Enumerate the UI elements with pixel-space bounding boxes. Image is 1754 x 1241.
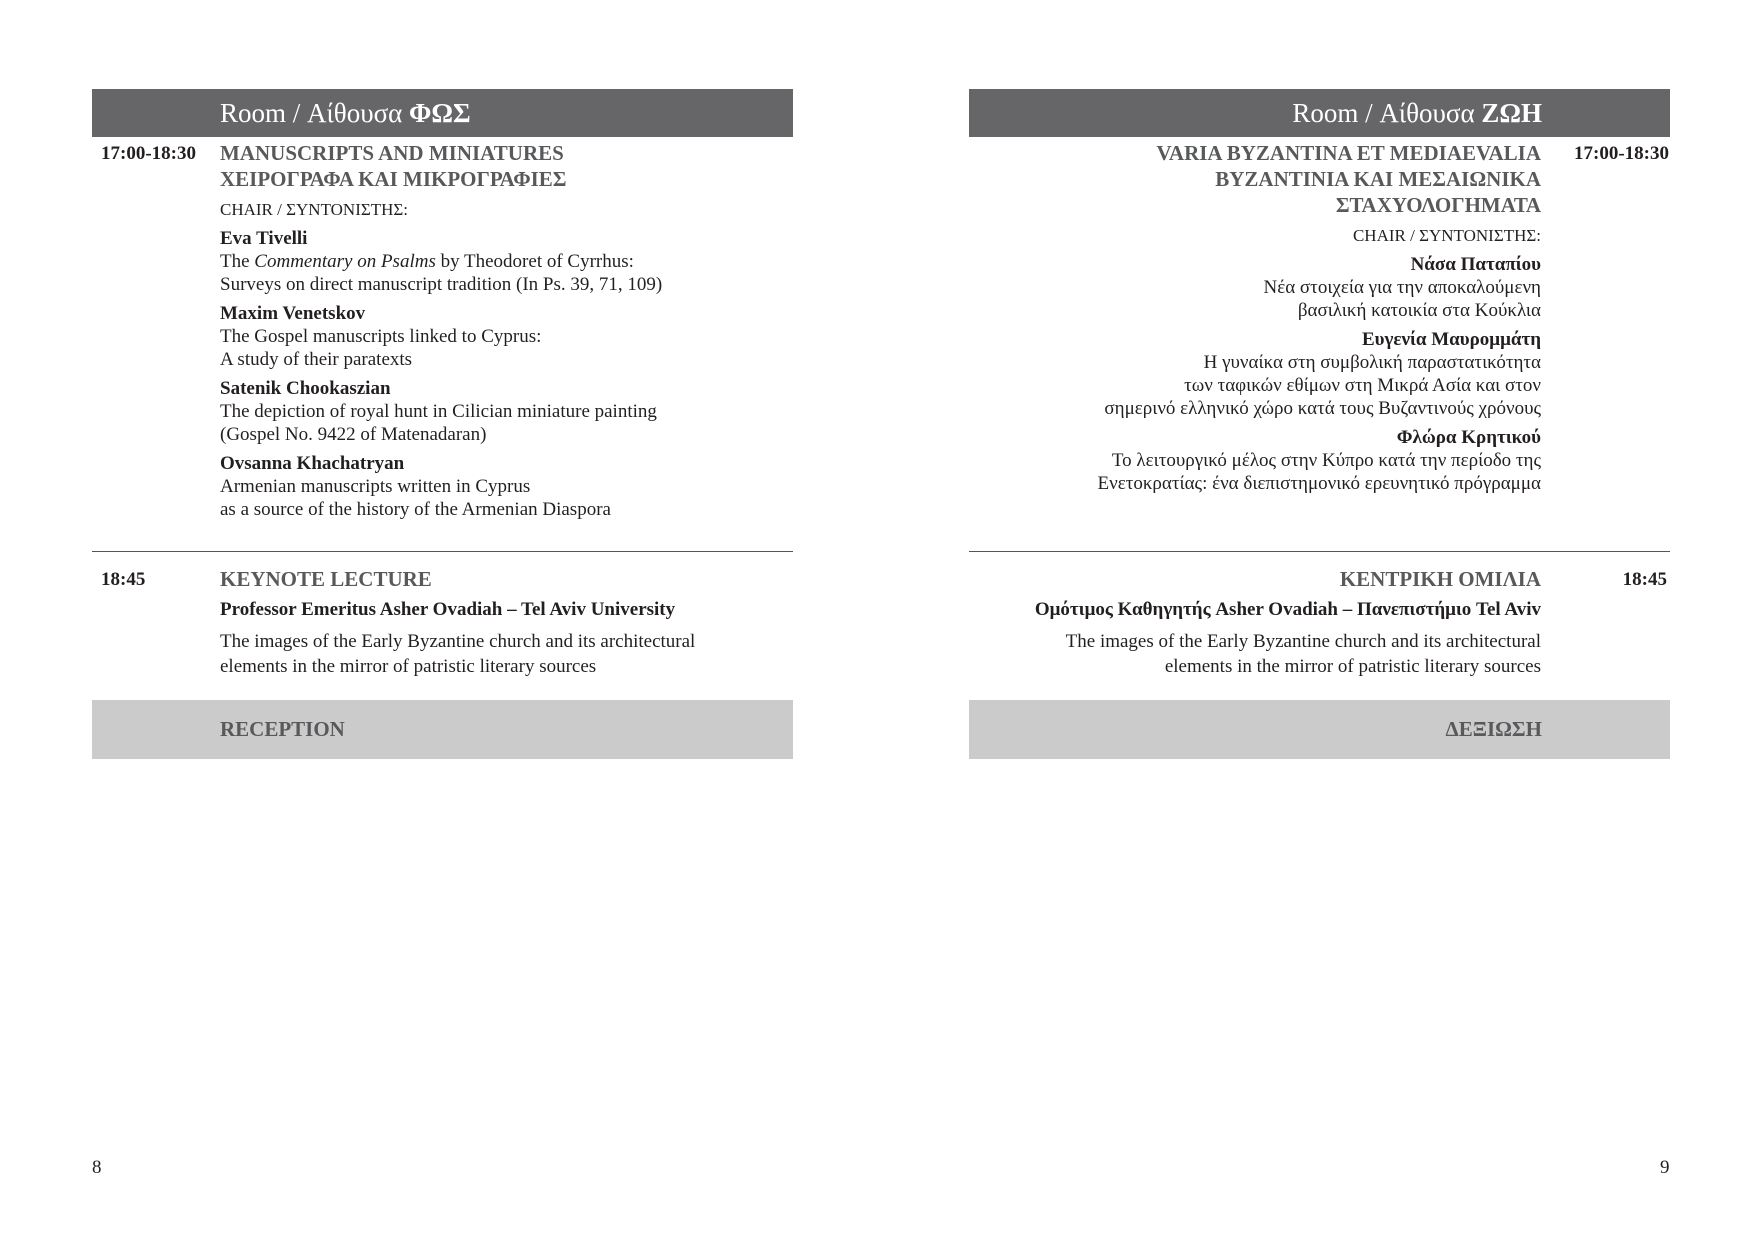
session-title-greek: ΒΥΖΑΝΤΙΝΙΑ ΚΑΙ ΜΕΣΑΙΩΝΙΚΑ (1215, 167, 1541, 191)
keynote-block (220, 566, 780, 679)
talk-title: Νέα στοιχεία για την αποκαλούμενη (1263, 277, 1541, 298)
reception-banner: ΔΕΞΙΩΣΗ (969, 700, 1670, 759)
divider (969, 551, 1670, 552)
talk-title: The Gospel manuscripts linked to Cyprus: (220, 326, 542, 347)
talk-title: των ταφικών εθίμων στη Μικρά Ασία και στον (1184, 375, 1541, 396)
talk-title: Armenian manuscripts written in Cyprus (220, 476, 531, 497)
talk-title: The Commentary on Psalms by Theodoret of Cyrrhus: (220, 251, 634, 272)
keynote-block (961, 566, 1541, 679)
talk-title: σημερινό ελληνικό χώρο κατά τους Βυζαντινούς χρόνους (1104, 398, 1541, 419)
keynote-speaker: Professor Emeritus Asher Ovadiah – Tel Aviv University (220, 599, 676, 620)
keynote-title: ΚΕΝΤΡΙΚΗ ΟΜΙΛΙΑ (1339, 567, 1541, 591)
room-name: ΦΩΣ (409, 98, 471, 128)
talk-title: Ενετοκρατίας: ένα διεπιστημονικό ερευνητικό πρόγραμμα (1097, 473, 1541, 494)
talk-title: as a source of the history of the Armenian Diaspora (220, 499, 611, 520)
room-name: ΖΩΗ (1481, 98, 1542, 128)
session-title-greek: ΧΕΙΡΟΓΡΑΦΑ ΚΑΙ ΜΙΚΡΟΓΡΑΦΙΕΣ (220, 167, 567, 191)
chair-label: CHAIR / ΣΥΝΤΟΝΙΣΤΗΣ: (1352, 226, 1541, 245)
room-header (969, 89, 1670, 137)
session-block (961, 140, 1541, 495)
keynote-speaker: Ομότιμος Καθηγητής Asher Ovadiah – Πανεπιστήμιο Tel Aviv (1034, 599, 1541, 620)
talk-title: Surveys on direct manuscript tradition (In Ps. 39, 71, 109) (220, 274, 663, 295)
reception-banner: RECEPTION (92, 700, 793, 759)
talk-title: A study of their paratexts (220, 349, 413, 370)
session-block (220, 140, 780, 521)
page-number: 9 (1660, 1157, 1670, 1178)
page-number: 8 (92, 1157, 102, 1178)
session-title: MANUSCRIPTS AND MINIATURES (220, 141, 564, 165)
keynote-title: KEYNOTE LECTURE (220, 567, 432, 591)
keynote-talk: The images of the Early Byzantine church and its architectural elements in the mirror of patristic literary sources (220, 631, 696, 677)
session-title: VARIA BYZANTINA ET MEDIAEVALIA (1156, 141, 1541, 165)
right-page (877, 0, 1754, 1241)
talk-title: (Gospel No. 9422 of Matenadaran) (220, 424, 487, 445)
speaker-name: Eva Tivelli (220, 228, 308, 249)
talk-title: βασιλική κατοικία στα Κούκλια (1297, 300, 1541, 321)
speaker-name: Νάσα Παταπίου (1410, 254, 1541, 275)
talk-title: Η γυναίκα στη συμβολική παραστατικότητα (1203, 352, 1541, 373)
room-label: Room / Αίθουσα (220, 98, 410, 128)
session-title-greek: ΣΤΑΧΥΟΛΟΓΗΜΑΤΑ (1335, 193, 1541, 217)
speaker-name: Ευγενία Μαυρομμάτη (1361, 329, 1541, 350)
speaker-name: Ovsanna Khachatryan (220, 453, 405, 474)
divider (92, 551, 793, 552)
speaker-name: Φλώρα Κρητικού (1396, 427, 1541, 448)
keynote-time: 18:45 (101, 569, 146, 590)
speaker-name: Maxim Venetskov (220, 303, 366, 324)
room-header (92, 89, 793, 137)
keynote-time: 18:45 (1622, 569, 1667, 590)
speaker-name: Satenik Chookaszian (220, 378, 391, 399)
chair-label: CHAIR / ΣΥΝΤΟΝΙΣΤΗΣ: (220, 200, 409, 219)
session-time: 17:00-18:30 (1574, 143, 1669, 164)
room-label: Room / Αίθουσα (1292, 98, 1482, 128)
session-time: 17:00-18:30 (101, 143, 196, 164)
talk-title: Το λειτουργικό μέλος στην Κύπρο κατά την περίοδο της (1111, 450, 1541, 471)
keynote-talk: The images of the Early Byzantine church and its architectural elements in the mirror of patristic literary sources (1065, 631, 1541, 677)
talk-title: The depiction of royal hunt in Cilician miniature painting (220, 401, 657, 422)
